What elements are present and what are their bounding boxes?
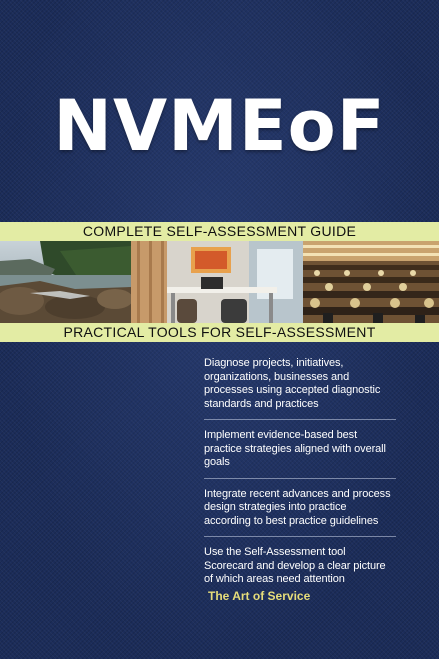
- feature-item: Use the Self-Assessment tool Scorecard and develop a clear picture of which areas need attention: [204, 546, 386, 585]
- feature-list: [204, 354, 396, 601]
- top-band-label: COMPLETE SELF-ASSESSMENT GUIDE: [0, 222, 439, 241]
- feature-item: Integrate recent advances and process design strategies into practice according to best practice guidelines: [204, 485, 396, 538]
- feature-item: Diagnose projects, initiatives, organizations, businesses and processes using accepted diagnostic standards and practices: [204, 354, 396, 420]
- bottom-band-label: PRACTICAL TOOLS FOR SELF-ASSESSMENT: [0, 323, 439, 342]
- office-interior-photo: [131, 241, 303, 323]
- feature-item: Implement evidence-based best practice strategies aligned with overall goals: [204, 426, 396, 479]
- river-landscape-photo: [0, 241, 131, 323]
- photo-strip: [0, 241, 439, 323]
- library-hall-photo: [303, 241, 439, 323]
- publisher-name: The Art of Service: [208, 589, 311, 603]
- book-title: NVMEoF: [53, 85, 386, 167]
